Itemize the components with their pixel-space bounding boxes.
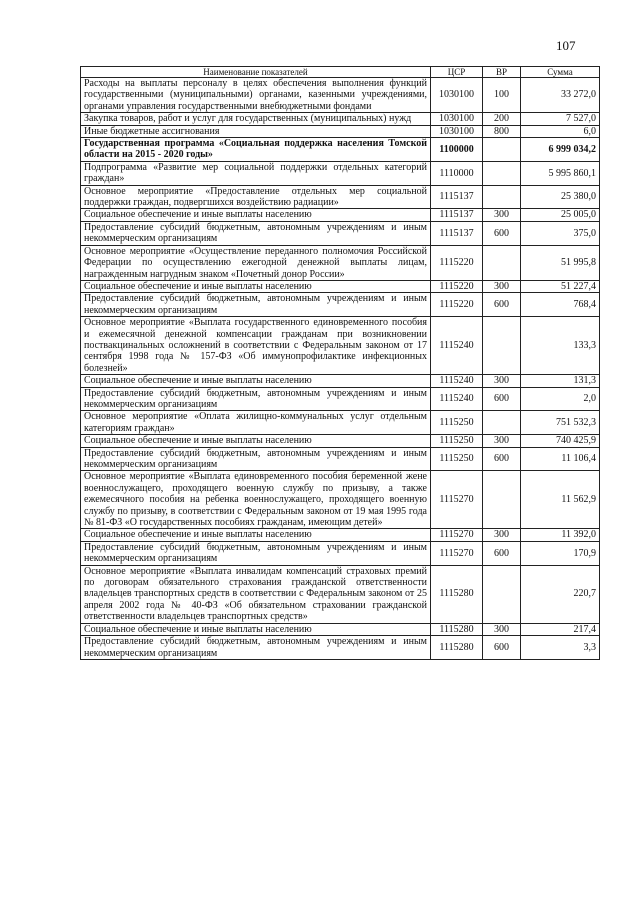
- cell-name: Социальное обеспечение и иные выплаты населению: [81, 623, 431, 635]
- header-code: ЦСР: [431, 67, 483, 78]
- cell-vr: [483, 161, 521, 185]
- cell-name: Основное мероприятие «Выплата единовременного пособия беременной жене военнослужащего, проходящего военную службу по призыву, а также ежемесячного пособия на ребенка военнослужащего, проходящего военную службу по призыву, в соответствии с Федеральным законом от 19 мая 1995 года № 81-ФЗ «О государственных пособиях гражданам, имеющим детей»: [81, 471, 431, 529]
- table-row: [81, 375, 600, 387]
- cell-code: 1115280: [431, 623, 483, 635]
- cell-vr: [483, 565, 521, 623]
- cell-vr: 300: [483, 280, 521, 292]
- table-row: [81, 280, 600, 292]
- cell-code: 1115137: [431, 221, 483, 245]
- cell-code: 1030100: [431, 78, 483, 113]
- cell-name: Закупка товаров, работ и услуг для государственных (муниципальных) нужд: [81, 113, 431, 125]
- cell-code: 1100000: [431, 138, 483, 162]
- cell-sum: 170,9: [521, 541, 600, 565]
- cell-code: 1115250: [431, 435, 483, 447]
- cell-sum: 2,0: [521, 387, 600, 411]
- cell-vr: 600: [483, 221, 521, 245]
- cell-vr: 600: [483, 447, 521, 471]
- table-row: [81, 221, 600, 245]
- cell-name: Предоставление субсидий бюджетным, автономным учреждениям и иным некоммерческим организациям: [81, 447, 431, 471]
- cell-sum: 220,7: [521, 565, 600, 623]
- cell-name: Предоставление субсидий бюджетным, автономным учреждениям и иным некоммерческим организациям: [81, 636, 431, 660]
- cell-name: Основное мероприятие «Предоставление отдельных мер социальной поддержки граждан, подвергшихся воздействию радиации»: [81, 185, 431, 209]
- cell-sum: 51 227,4: [521, 280, 600, 292]
- table-row: [81, 565, 600, 623]
- cell-code: 1115270: [431, 541, 483, 565]
- cell-sum: 11 392,0: [521, 529, 600, 541]
- cell-sum: 11 562,9: [521, 471, 600, 529]
- cell-vr: [483, 185, 521, 209]
- cell-sum: 768,4: [521, 293, 600, 317]
- header-vr: ВР: [483, 67, 521, 78]
- cell-vr: 600: [483, 387, 521, 411]
- cell-name: Подпрограмма «Развитие мер социальной поддержки отдельных категорий граждан»: [81, 161, 431, 185]
- cell-vr: [483, 411, 521, 435]
- cell-sum: 51 995,8: [521, 245, 600, 280]
- cell-sum: 7 527,0: [521, 113, 600, 125]
- cell-name: Социальное обеспечение и иные выплаты населению: [81, 435, 431, 447]
- table-row: [81, 317, 600, 375]
- table-row: [81, 541, 600, 565]
- cell-name: Расходы на выплаты персоналу в целях обеспечения выполнения функций государственными (муниципальными) органами, казенными учреждениями, органами управления государственными внебюджетными фондами: [81, 78, 431, 113]
- cell-sum: 131,3: [521, 375, 600, 387]
- cell-code: 1115240: [431, 375, 483, 387]
- cell-sum: 33 272,0: [521, 78, 600, 113]
- cell-vr: 800: [483, 125, 521, 137]
- cell-vr: 300: [483, 209, 521, 221]
- table-body: [81, 78, 600, 660]
- cell-sum: 11 106,4: [521, 447, 600, 471]
- cell-code: 1115220: [431, 293, 483, 317]
- budget-table: [80, 66, 600, 660]
- table-row: [81, 387, 600, 411]
- header-name: Наименование показателей: [81, 67, 431, 78]
- table-row: [81, 529, 600, 541]
- table-row: [81, 471, 600, 529]
- cell-name: Иные бюджетные ассигнования: [81, 125, 431, 137]
- cell-name: Предоставление субсидий бюджетным, автономным учреждениям и иным некоммерческим организациям: [81, 293, 431, 317]
- cell-name: Социальное обеспечение и иные выплаты населению: [81, 529, 431, 541]
- table-row: [81, 125, 600, 137]
- cell-code: 1115220: [431, 245, 483, 280]
- cell-vr: 100: [483, 78, 521, 113]
- cell-name: Социальное обеспечение и иные выплаты населению: [81, 209, 431, 221]
- cell-name: Основное мероприятие «Выплата государственного единовременного пособия и ежемесячной денежной компенсации гражданам при возникновении поствакцинальных осложнений в соответствии с Федеральным законом от 17 сентября 1998 года № 157-ФЗ «Об иммунопрофилактике инфекционных болезней»: [81, 317, 431, 375]
- cell-code: 1115270: [431, 471, 483, 529]
- table-row: [81, 623, 600, 635]
- cell-name: Предоставление субсидий бюджетным, автономным учреждениям и иным некоммерческим организациям: [81, 541, 431, 565]
- cell-sum: 740 425,9: [521, 435, 600, 447]
- table-row: [81, 435, 600, 447]
- cell-vr: [483, 471, 521, 529]
- cell-code: 1115137: [431, 209, 483, 221]
- cell-code: 1115240: [431, 317, 483, 375]
- page-number: 107: [556, 38, 576, 53]
- cell-sum: 133,3: [521, 317, 600, 375]
- cell-vr: [483, 317, 521, 375]
- cell-vr: 300: [483, 529, 521, 541]
- cell-name: Социальное обеспечение и иные выплаты населению: [81, 280, 431, 292]
- table-row: [81, 447, 600, 471]
- cell-code: 1115220: [431, 280, 483, 292]
- cell-vr: 600: [483, 636, 521, 660]
- table-row: [81, 636, 600, 660]
- cell-sum: 751 532,3: [521, 411, 600, 435]
- table-header-row: [81, 67, 600, 78]
- cell-name: Предоставление субсидий бюджетным, автономным учреждениям и иным некоммерческим организациям: [81, 221, 431, 245]
- cell-vr: 300: [483, 435, 521, 447]
- cell-sum: 375,0: [521, 221, 600, 245]
- cell-vr: 600: [483, 541, 521, 565]
- cell-code: 1115250: [431, 447, 483, 471]
- cell-name: Социальное обеспечение и иные выплаты населению: [81, 375, 431, 387]
- table-row: [81, 138, 600, 162]
- cell-vr: 300: [483, 375, 521, 387]
- table-row: [81, 411, 600, 435]
- cell-code: 1115137: [431, 185, 483, 209]
- cell-vr: 300: [483, 623, 521, 635]
- cell-vr: [483, 138, 521, 162]
- cell-name: Основное мероприятие «Оплата жилищно-коммунальных услуг отдельным категориям граждан»: [81, 411, 431, 435]
- table-row: [81, 78, 600, 113]
- cell-code: 1115270: [431, 529, 483, 541]
- cell-code: 1110000: [431, 161, 483, 185]
- table-row: [81, 293, 600, 317]
- cell-code: 1030100: [431, 125, 483, 137]
- cell-code: 1115250: [431, 411, 483, 435]
- cell-vr: 200: [483, 113, 521, 125]
- cell-vr: 600: [483, 293, 521, 317]
- cell-name: Государственная программа «Социальная поддержка населения Томской области на 2015 - 2020 годы»: [81, 138, 431, 162]
- table-row: [81, 113, 600, 125]
- table-row: [81, 245, 600, 280]
- cell-sum: 25 380,0: [521, 185, 600, 209]
- cell-sum: 3,3: [521, 636, 600, 660]
- table-row: [81, 209, 600, 221]
- cell-sum: 6,0: [521, 125, 600, 137]
- cell-name: Предоставление субсидий бюджетным, автономным учреждениям и иным некоммерческим организациям: [81, 387, 431, 411]
- cell-sum: 25 005,0: [521, 209, 600, 221]
- cell-vr: [483, 245, 521, 280]
- cell-sum: 6 999 034,2: [521, 138, 600, 162]
- cell-name: Основное мероприятие «Выплата инвалидам компенсаций страховых премий по договорам обязательного страхования гражданской ответственности владельцев транспортных средств в соответствии с Федеральным законом от 25 апреля 2002 года № 40-ФЗ «Об обязательном страховании гражданской ответственности владельцев транспортных средств»: [81, 565, 431, 623]
- table-row: [81, 185, 600, 209]
- header-sum: Сумма: [521, 67, 600, 78]
- cell-name: Основное мероприятие «Осуществление переданного полномочия Российской Федерации по осуществлению ежегодной денежной выплаты лицам, награжденным нагрудным знаком «Почетный донор России»: [81, 245, 431, 280]
- cell-code: 1030100: [431, 113, 483, 125]
- cell-code: 1115280: [431, 565, 483, 623]
- cell-sum: 5 995 860,1: [521, 161, 600, 185]
- table-row: [81, 161, 600, 185]
- cell-code: 1115280: [431, 636, 483, 660]
- cell-code: 1115240: [431, 387, 483, 411]
- cell-sum: 217,4: [521, 623, 600, 635]
